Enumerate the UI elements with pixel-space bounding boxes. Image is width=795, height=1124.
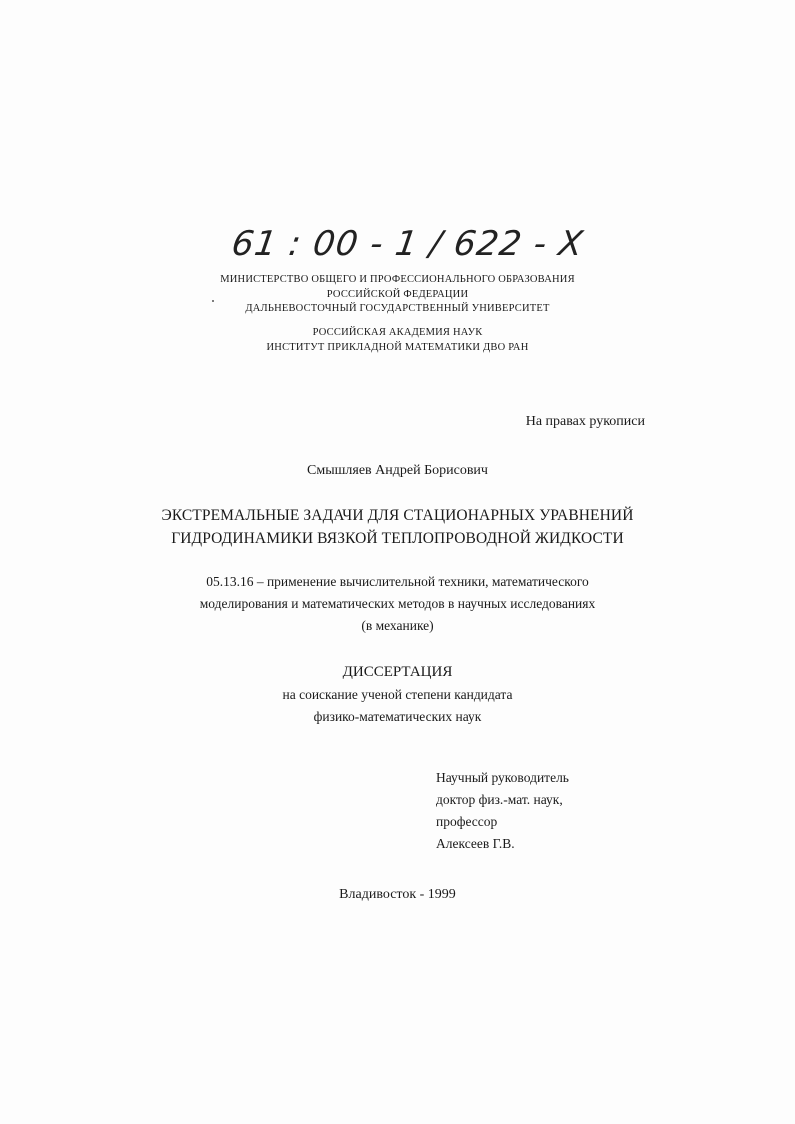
ministry-line-3: ДАЛЬНЕВОСТОЧНЫЙ ГОСУДАРСТВЕННЫЙ УНИВЕРСИТЕТ [245,303,550,314]
specialty-line-2: моделирования и математических методов в научных исследованиях [199,596,596,611]
author-name: Смышляев Андрей Борисович [307,463,488,478]
title-line-1: ЭКСТРЕМАЛЬНЫЕ ЗАДАЧИ ДЛЯ СТАЦИОНАРНЫХ УРАВНЕНИЙ [161,507,634,524]
academy-line-2: ИНСТИТУТ ПРИКЛАДНОЙ МАТЕМАТИКИ ДВО РАН [266,342,529,353]
ministry-line-2: РОССИЙСКОЙ ФЕДЕРАЦИИ [326,289,469,300]
supervisor-line-4: Алексеев Г.В. [436,836,515,851]
stray-mark [212,300,214,302]
supervisor-line-2: доктор физ.-мат. наук, [436,792,563,807]
ministry-line-1: МИНИСТЕРСТВО ОБЩЕГО И ПРОФЕССИОНАЛЬНОГО ОБРАЗОВАНИЯ [220,274,575,285]
dissertation-line-2: физико-математических наук [313,709,482,724]
dissertation-line-1: на соискание ученой степени кандидата [282,687,513,702]
supervisor-line-3: профессор [436,814,498,829]
academy-line-1: РОССИЙСКАЯ АКАДЕМИЯ НАУК [312,327,483,338]
title-line-2: ГИДРОДИНАМИКИ ВЯЗКОЙ ТЕПЛОПРОВОДНОЙ ЖИДКОСТИ [171,530,624,547]
handwritten-archive-code: 61 : 00 - 1 / 622 - X [229,224,587,264]
city-year: Владивосток - 1999 [339,887,456,902]
rights-note: На правах рукописи [525,414,645,429]
supervisor-block [436,767,569,855]
supervisor-line-1: Научный руководитель [436,770,569,785]
specialty-line-3: (в механике) [361,618,434,633]
specialty-line-1: 05.13.16 – применение вычислительной техники, математического [206,574,589,589]
dissertation-heading: ДИССЕРТАЦИЯ [342,664,453,680]
